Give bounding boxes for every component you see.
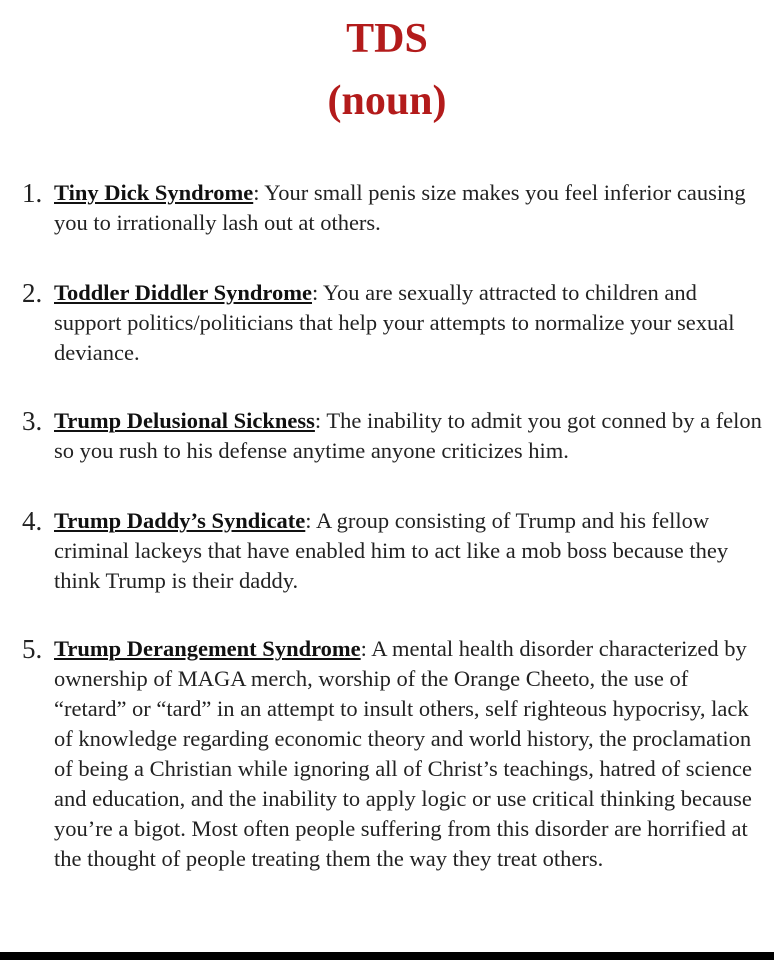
definition-number: 5. [22,634,43,664]
page-title: TDS [346,16,428,62]
definition-item-3 [22,406,762,466]
definition-number: 3. [22,406,43,436]
definition-colon: : [305,508,312,533]
definition-term: Trump Daddy’s Syndicate [54,508,306,533]
definition-term: Trump Delusional Sickness [54,408,315,433]
definition-body [54,634,762,874]
definition-item-5 [22,634,762,874]
bottom-border [0,952,774,960]
definition-colon: : [253,180,260,205]
definition-item-4 [22,506,762,596]
definition-term: Toddler Diddler Syndrome [54,280,312,305]
definition-text: Your small penis size makes you feel inferior causing you to irrationally lash out at others. [54,180,746,235]
definition-text: A group consisting of Trump and his fellow criminal lackeys that have enabled him to act like a mob boss because they think Trump is their daddy. [54,508,729,593]
definition-colon: : [360,636,367,661]
definition-item-2 [22,278,762,368]
definition-body [54,506,762,596]
page-subtitle: (noun) [327,78,447,124]
definition-text: The inability to admit you got conned by a felon so you rush to his defense anytime anyone criticizes him. [54,408,762,463]
definition-body [54,406,762,466]
definition-term: Trump Derangement Syndrome [54,636,361,661]
definition-term: Tiny Dick Syndrome [54,180,254,205]
definition-number: 2. [22,278,43,308]
definition-text: You are sexually attracted to children and support politics/politicians that help your attempts to normalize your sexual deviance. [54,280,735,365]
definition-colon: : [314,408,322,433]
definition-text: A mental health disorder characterized by ownership of MAGA merch, worship of the Orange Cheeto, the use of “retard” or “tard” in an attempt to insult others, self righteous hypocrisy, lack of knowledge regarding economic theory and world history, the proclamation of being a Christian while ignoring all of Christ’s teachings, hatred of science and education, and the inability to apply logic or use critical thinking because you’re a bigot. Most often people suffering from this disorder are horrified at the thought of people treating them the way they treat others. [54,636,752,871]
definition-body [54,178,762,238]
definition-number: 1. [22,178,43,208]
definition-item-1 [22,178,762,238]
definition-body [54,278,762,368]
definition-number: 4. [22,506,43,536]
definition-colon: : [311,280,319,305]
